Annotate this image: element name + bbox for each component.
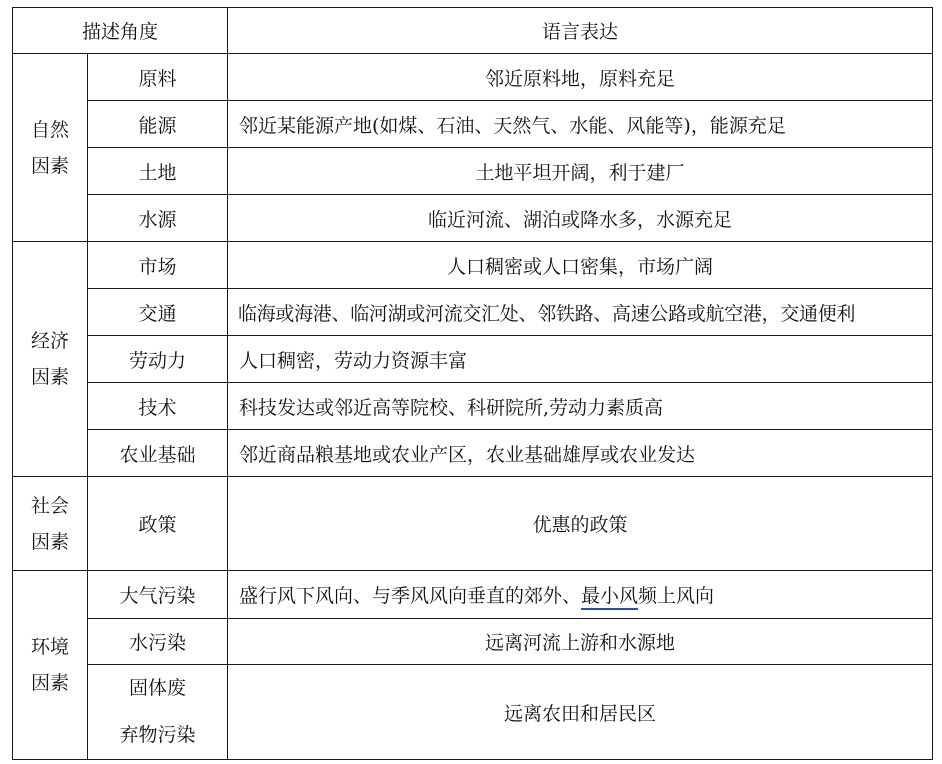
location-factors-table — [12, 7, 933, 760]
underlined-text: 最小风 — [581, 585, 638, 610]
factor-cell: 大气污染 — [88, 571, 228, 619]
table-row — [13, 477, 933, 571]
factor-cell: 能源 — [88, 101, 228, 148]
expression-cell: 临近河流、湖泊或降水多，水源充足 — [228, 195, 933, 242]
factor-cell: 原料 — [88, 54, 228, 101]
table-row — [13, 619, 933, 665]
factor-cell: 交通 — [88, 289, 228, 336]
factor-cell: 固体废 弃物污染 — [88, 665, 228, 760]
table-row — [13, 242, 933, 289]
expression-cell: 邻近某能源产地(如煤、石油、天然气、水能、风能等)，能源充足 — [228, 101, 933, 148]
table-row — [13, 148, 933, 195]
expression-cell: 远离河流上游和水源地 — [228, 619, 933, 665]
table-row — [13, 430, 933, 477]
header-row — [13, 8, 933, 54]
expression-cell: 邻近原料地，原料充足 — [228, 54, 933, 101]
category-economic: 经济 因素 — [13, 242, 88, 477]
table-row — [13, 336, 933, 383]
expression-cell: 土地平坦开阔，利于建厂 — [228, 148, 933, 195]
expression-cell: 人口稠密，劳动力资源丰富 — [228, 336, 933, 383]
factor-cell: 政策 — [88, 477, 228, 571]
table-row — [13, 383, 933, 430]
table-row — [13, 665, 933, 760]
table-row — [13, 54, 933, 101]
table-row — [13, 571, 933, 619]
factor-cell: 市场 — [88, 242, 228, 289]
factor-cell: 农业基础 — [88, 430, 228, 477]
category-social: 社会 因素 — [13, 477, 88, 571]
table-row — [13, 289, 933, 336]
category-environment: 环境 因素 — [13, 571, 88, 760]
factor-cell: 劳动力 — [88, 336, 228, 383]
factor-cell: 水源 — [88, 195, 228, 242]
expression-cell: 科技发达或邻近高等院校、科研院所,劳动力素质高 — [228, 383, 933, 430]
table-row — [13, 195, 933, 242]
header-expression: 语言表达 — [228, 8, 933, 54]
category-natural: 自然 因素 — [13, 54, 88, 242]
factor-cell: 水污染 — [88, 619, 228, 665]
expression-cell: 临海或海港、临河湖或河流交汇处、邻铁路、高速公路或航空港，交通便利 — [228, 289, 933, 336]
expression-cell: 盛行风下风向、与季风风向垂直的郊外、最小风频上风向 — [228, 571, 933, 619]
expression-cell: 邻近商品粮基地或农业产区，农业基础雄厚或农业发达 — [228, 430, 933, 477]
expression-cell: 远离农田和居民区 — [228, 665, 933, 760]
table-row — [13, 101, 933, 148]
factor-cell: 土地 — [88, 148, 228, 195]
factor-cell: 技术 — [88, 383, 228, 430]
expression-cell: 优惠的政策 — [228, 477, 933, 571]
header-angle: 描述角度 — [13, 8, 228, 54]
expression-cell: 人口稠密或人口密集，市场广阔 — [228, 242, 933, 289]
